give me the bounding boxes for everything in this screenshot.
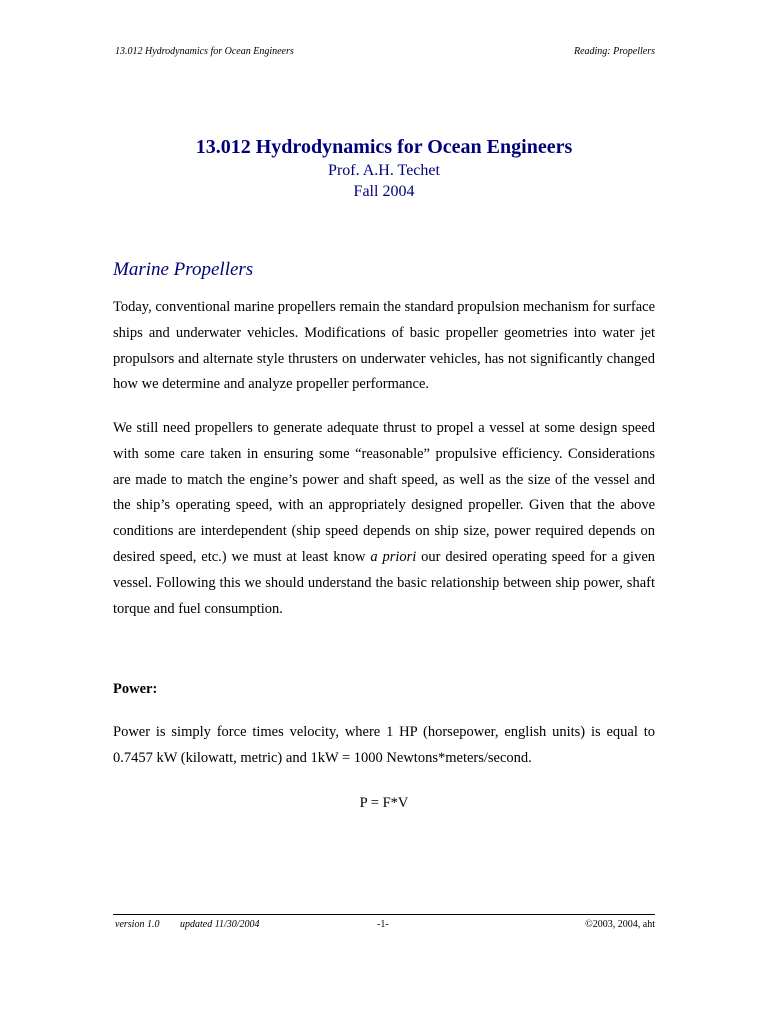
footer-updated: updated 11/30/2004 — [180, 919, 260, 930]
paragraph-intro: Today, conventional marine propellers remain the standard propulsion mechanism for surface ships and underwater vehicles. Modifications of basic propeller geometries into water jet propulsors and alternate style thrusters on underwater vehicles, has not significantly changed how we determine and analyze propeller performance. — [113, 299, 656, 393]
footer-rule — [113, 914, 655, 915]
power-equation: P = F*V — [359, 795, 409, 811]
title-block — [113, 134, 655, 202]
paragraph-requirements — [113, 416, 655, 622]
paragraph-requirements-text-1: We still need propellers to generate adequate thrust to propel a vessel at some design speed with some care taken in ensuring some “reasonable” propulsive efficiency. Considerations are made to match the engine’s power and shaft speed, as well as the size of the vessel and the ship’s operating speed, with an appropriately designed propeller. Given that the above conditions are interdependent (ship speed depends on ship size, power required depends on desired speed, etc.) we must at least know — [113, 420, 655, 565]
footer-page-number: -1- — [377, 919, 389, 930]
footer-version: version 1.0 — [115, 919, 160, 930]
term-line: Fall 2004 — [353, 183, 415, 200]
course-title: 13.012 Hydrodynamics for Ocean Engineers — [195, 136, 573, 158]
footer-copyright: ©2003, 2004, aht — [585, 919, 655, 930]
author-line: Prof. A.H. Techet — [328, 162, 440, 179]
section-heading: Marine Propellers — [113, 259, 254, 280]
footer — [113, 917, 655, 933]
running-header — [115, 44, 655, 60]
paragraph-power: Power is simply force times velocity, where 1 HP (horsepower, english units) is equal to 0.7457 kW (kilowatt, metric) and 1kW = 1000 Newtons*meters/second. — [113, 724, 655, 766]
header-reading-title: Reading: Propellers — [573, 46, 655, 57]
paragraph-requirements-text-2: our desired operating speed for a given vessel. Following this we should understand the basic relationship between ship power, shaft torque and fuel consumption. — [113, 548, 656, 617]
header-course-title: 13.012 Hydrodynamics for Ocean Engineers — [115, 46, 294, 57]
power-heading: Power: — [113, 681, 158, 697]
a-priori-emphasis: a priori — [370, 548, 417, 565]
